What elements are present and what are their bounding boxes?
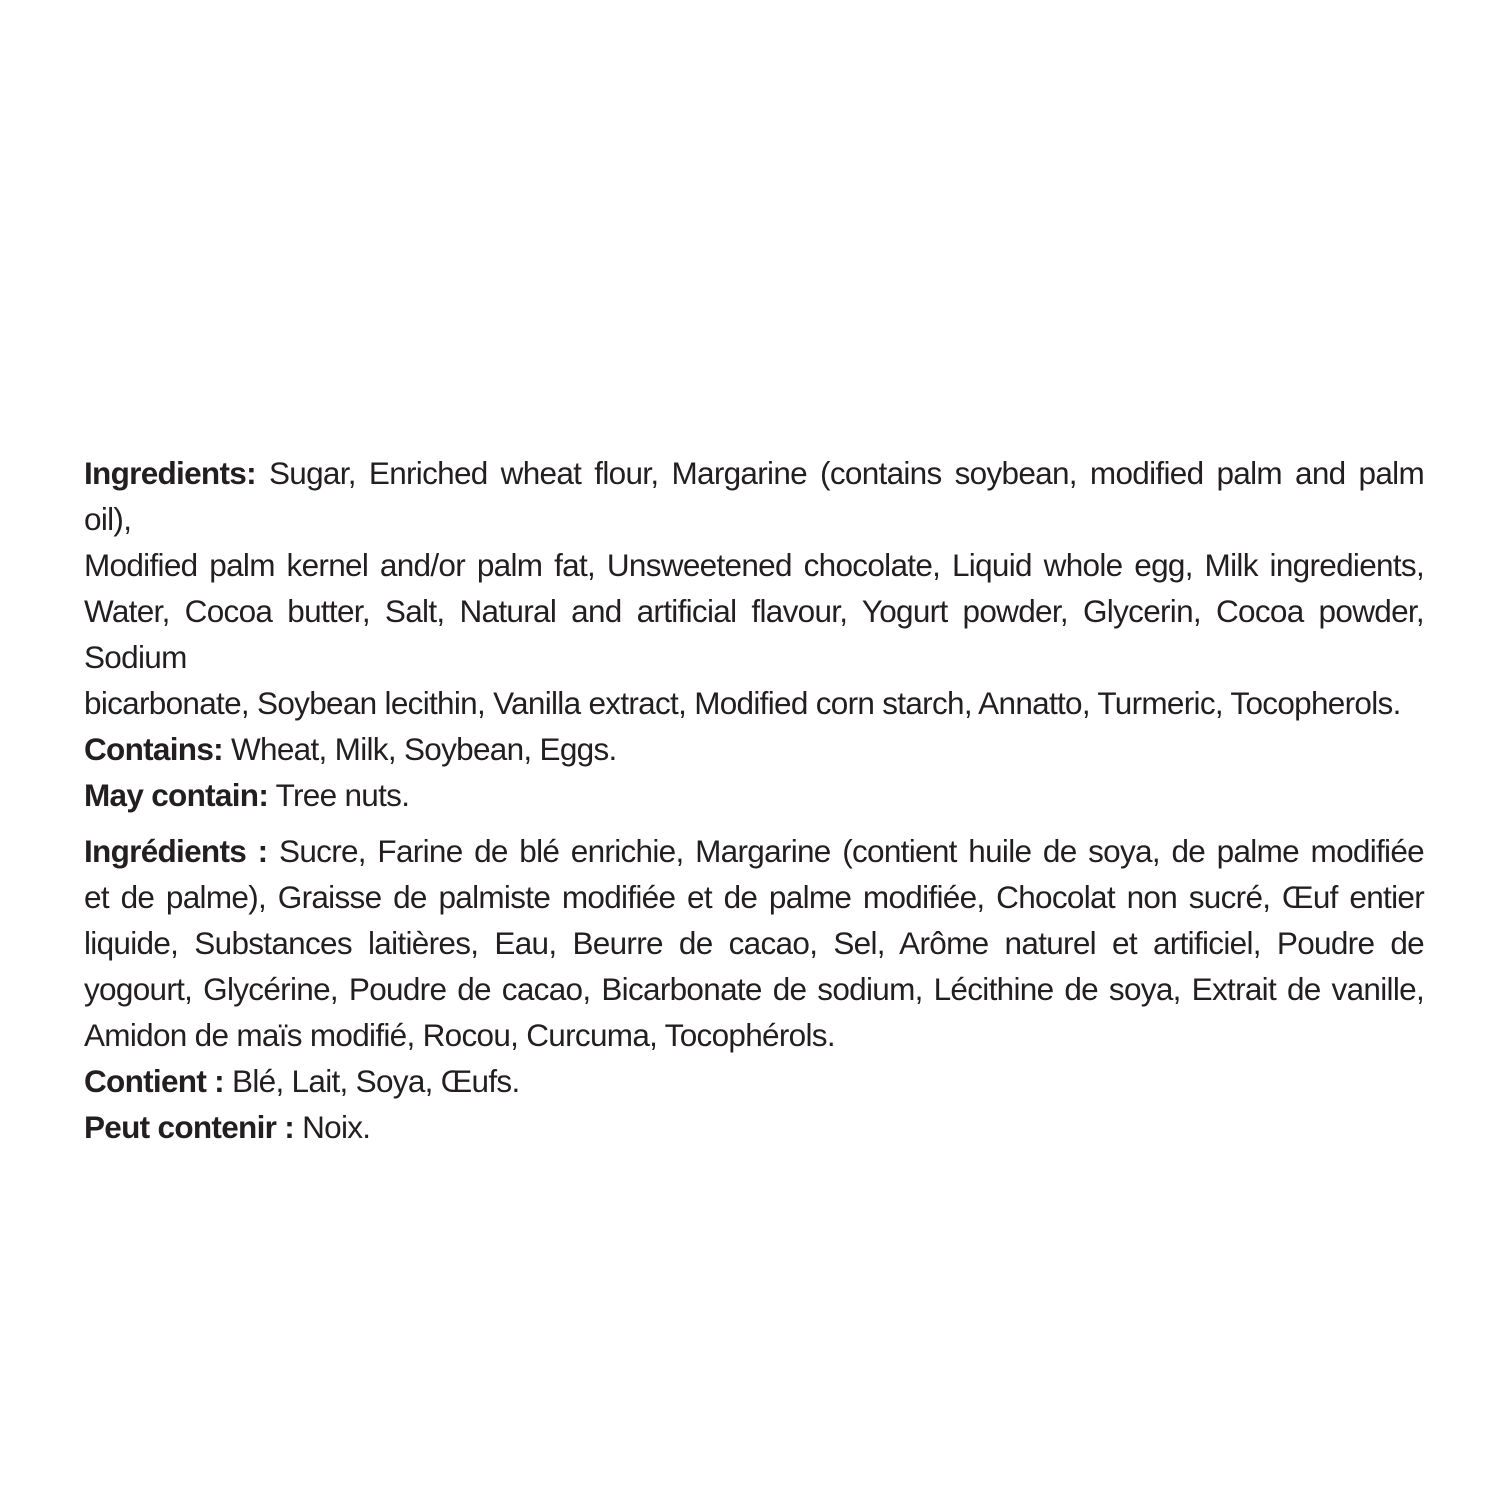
ingredients-text: Sugar, Enriched wheat flour, Margarine (contains soybean, modified palm and palm oil), bbox=[84, 455, 1424, 537]
may-contain-line bbox=[84, 772, 1424, 818]
contains-text: Wheat, Milk, Soybean, Eggs. bbox=[231, 731, 617, 767]
english-section bbox=[84, 450, 1424, 818]
ingredients-line bbox=[84, 828, 1424, 874]
ingredients-line bbox=[84, 680, 1424, 726]
contains-text: Blé, Lait, Soya, Œufs. bbox=[232, 1063, 520, 1099]
ingredients-line bbox=[84, 1012, 1424, 1058]
ingredients-heading: Ingrédients : bbox=[84, 833, 268, 869]
ingredients-text: Water, Cocoa butter, Salt, Natural and artificial flavour, Yogurt powder, Glycerin, Cocoa powder, Sodium bbox=[84, 593, 1424, 675]
ingredients-text: Sucre, Farine de blé enrichie, Margarine (contient huile de soya, de palme modifiée bbox=[279, 833, 1424, 869]
ingredients-line bbox=[84, 920, 1424, 966]
ingredients-text: liquide, Substances laitières, Eau, Beurre de cacao, Sel, Arôme naturel et artificiel, Poudre de bbox=[84, 925, 1424, 961]
contains-line bbox=[84, 726, 1424, 772]
contains-heading: Contains: bbox=[84, 731, 223, 767]
ingredients-text: et de palme), Graisse de palmiste modifiée et de palme modifiée, Chocolat non sucré, Œuf entier bbox=[84, 879, 1424, 915]
may-contain-heading: Peut contenir : bbox=[84, 1109, 295, 1145]
ingredients-text: yogourt, Glycérine, Poudre de cacao, Bicarbonate de sodium, Lécithine de soya, Extrait de vanille, bbox=[84, 971, 1424, 1007]
ingredients-text: Amidon de maïs modifié, Rocou, Curcuma, Tocophérols. bbox=[84, 1017, 835, 1053]
ingredients-text: bicarbonate, Soybean lecithin, Vanilla extract, Modified corn starch, Annatto, Turmeric, Tocopherols. bbox=[84, 685, 1401, 721]
ingredients-line bbox=[84, 542, 1424, 588]
ingredients-text: Modified palm kernel and/or palm fat, Unsweetened chocolate, Liquid whole egg, Milk ingredients, bbox=[84, 547, 1424, 583]
may-contain-text: Noix. bbox=[302, 1109, 371, 1145]
ingredients-line bbox=[84, 966, 1424, 1012]
may-contain-line bbox=[84, 1104, 1424, 1150]
ingredients-line bbox=[84, 874, 1424, 920]
ingredients-heading: Ingredients: bbox=[84, 455, 256, 491]
ingredient-label bbox=[84, 450, 1424, 1150]
french-section bbox=[84, 828, 1424, 1150]
contains-heading: Contient : bbox=[84, 1063, 224, 1099]
contains-line bbox=[84, 1058, 1424, 1104]
ingredients-line bbox=[84, 450, 1424, 542]
may-contain-text: Tree nuts. bbox=[275, 777, 410, 813]
ingredients-line bbox=[84, 588, 1424, 680]
may-contain-heading: May contain: bbox=[84, 777, 269, 813]
